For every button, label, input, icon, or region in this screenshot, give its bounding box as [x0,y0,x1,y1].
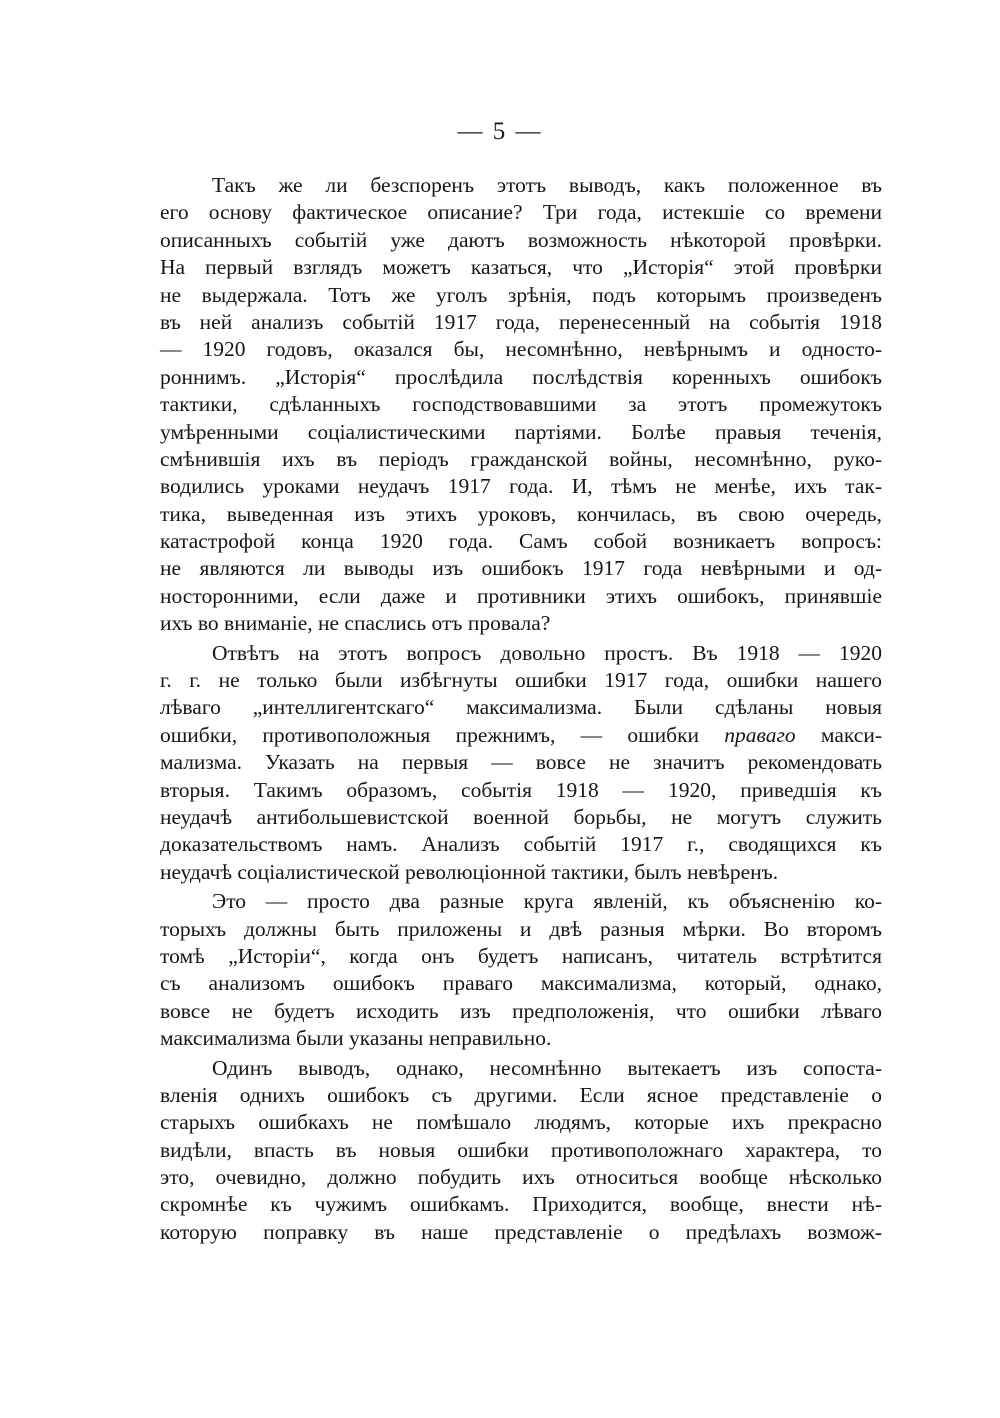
text-line: въ ней анализъ событій 1917 года, перенесенный на событія 1918 [160,309,882,334]
text-line: томѣ „Исторіи“, когда онъ будетъ написанъ, читатель встрѣтится [160,943,882,968]
text-line: мализма. Указать на первыя — вовсе не значитъ рекомендовать [160,750,882,775]
text-line: тика, выведенная изъ этихъ уроковъ, кончилась, въ свою очередь, [160,501,882,526]
text-segment: ошибки, противоположныя прежнимъ, — ошибки [160,722,725,747]
text-line: вовсе не будетъ исходить изъ предположенія, что ошибки лѣваго [160,998,882,1023]
text-line: которую поправку въ наше представленіе о предѣлахъ возмож- [160,1219,882,1244]
text-line: катастрофой конца 1920 года. Самъ собой возникаетъ вопросъ: [160,529,882,554]
text-line: Отвѣтъ на этотъ вопросъ довольно простъ. Въ 1918 — 1920 [212,640,882,665]
text-line: неудачѣ антибольшевистской военной борьбы, не могутъ служить [160,804,882,829]
paragraph-4 [160,1055,882,1247]
text-line: г. г. не только были избѣгнуты ошибки 1917 года, ошибки нашего [160,668,882,693]
text-line-with-italic [160,722,882,749]
text-line: это, очевидно, должно побудить ихъ относиться вообще нѣсколько [160,1165,882,1190]
text-line: Одинъ выводъ, однако, несомнѣнно вытекаетъ изъ сопоста- [212,1055,882,1080]
text-line: роннимъ. „Исторія“ прослѣдила послѣдствія коренныхъ ошибокъ [160,364,882,389]
text-line: Это — просто два разные круга явленій, къ объясненію ко- [212,889,882,914]
text-line: тактики, сдѣланныхъ господствовавшими за этотъ промежутокъ [160,392,882,417]
text-line: съ анализомъ ошибокъ праваго максимализма, который, однако, [160,971,882,996]
text-line: На первый взглядъ можетъ казаться, что „Исторія“ этой провѣрки [160,255,882,280]
paragraph-3 [160,888,882,1052]
text-line: видѣли, впасть въ новыя ошибки противоположнаго характера, то [160,1137,882,1162]
italic-word: праваго [724,722,796,747]
text-line: торыхъ должны быть приложены и двѣ разныя мѣрки. Во второмъ [160,916,882,941]
text-line: водились уроками неудачъ 1917 года. И, тѣмъ не менѣе, ихъ так- [160,474,882,499]
text-line: его основу фактическое описание? Три года, истекшіе со времени [160,200,882,225]
text-line: неудачѣ соціалистической революціонной тактики, былъ невѣренъ. [160,859,779,884]
text-line: описанныхъ событій уже даютъ возможность нѣкоторой провѣрки. [160,227,882,252]
text-line: — 1920 годовъ, оказался бы, несомнѣнно, невѣрнымъ и односто- [160,337,882,362]
text-segment: макси- [795,722,882,747]
paragraph-2 [160,640,882,887]
text-line: носторонними, если даже и противники этихъ ошибокъ, принявшіе [160,583,882,608]
text-line: скромнѣе къ чужимъ ошибкамъ. Приходится, вообще, внести нѣ- [160,1192,882,1217]
paragraph-1 [160,172,882,638]
page-number: — 5 — [457,118,543,145]
text-line: вторыя. Такимъ образомъ, событія 1918 — 1920, приведшія къ [160,777,882,802]
text-line: максимализма были указаны неправильно. [160,1026,552,1051]
text-line: старыхъ ошибкахъ не помѣшало людямъ, которые ихъ прекрасно [160,1110,882,1135]
text-line: не являются ли выводы изъ ошибокъ 1917 года невѣрными и од- [160,556,882,581]
body-text [160,172,882,1246]
text-line: смѣнившія ихъ въ періодъ гражданской войны, несомнѣнно, руко- [160,446,882,471]
text-line: лѣваго „интеллигентскаго“ максимализма. Были сдѣланы новыя [160,695,882,720]
text-line: вленія однихъ ошибокъ съ другими. Если ясное представленіе о [160,1082,882,1107]
text-line: ихъ во вниманіе, не спаслись отъ провала? [160,611,551,636]
text-line: Такъ же ли безспоренъ этотъ выводъ, какъ положенное въ [212,173,882,197]
text-line: не выдержала. Тотъ же уголъ зрѣнія, подъ которымъ произведенъ [160,282,882,307]
text-line: доказательствомъ намъ. Анализъ событій 1917 г., сводящихся къ [160,832,882,857]
text-line: умѣренными соціалистическими партіями. Болѣе правыя теченія, [160,419,882,444]
